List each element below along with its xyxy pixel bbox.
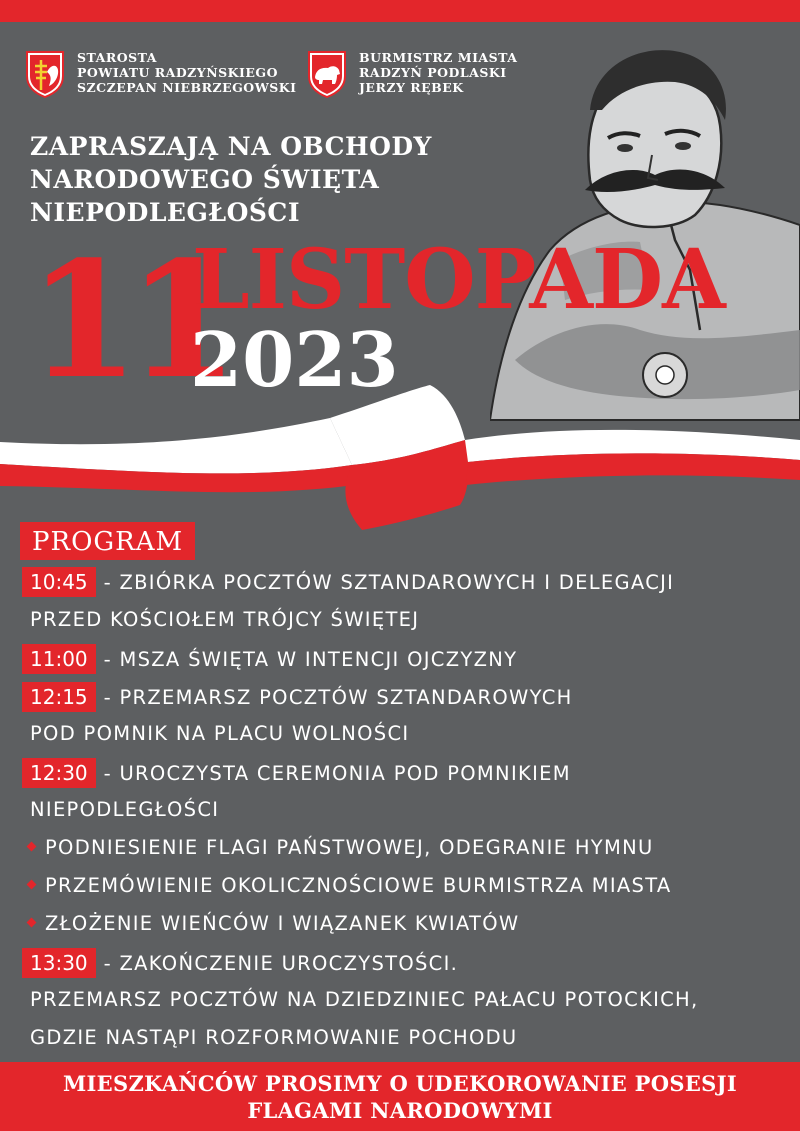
program-bullet-3 (20, 912, 520, 935)
org1-line3: SZCZEPAN NIEBRZEGOWSKI (77, 80, 297, 95)
program-item-4 (22, 758, 571, 788)
headline (30, 130, 432, 229)
program-item-1-cont: PRZED KOŚCIOŁEM TRÓJCY ŚWIĘTEJ (30, 608, 420, 631)
polish-flag-ribbon (0, 380, 800, 540)
program-text: - UROCZYSTA CEREMONIA POD POMNIKIEM (103, 762, 571, 785)
program-item-5-cont2: GDZIE NASTĄPI ROZFORMOWANIE POCHODU (30, 1026, 518, 1049)
program-time: 10:45 (22, 567, 96, 597)
program-item-4-cont: NIEPODLEGŁOŚCI (30, 798, 220, 821)
program-label: PROGRAM (20, 522, 195, 560)
top-red-bar (0, 0, 800, 22)
headline-line1: ZAPRASZAJĄ NA OBCHODY (30, 132, 432, 161)
date-year: 2023 (190, 316, 399, 404)
bullet-text: PRZEMÓWIENIE OKOLICZNOŚCIOWE BURMISTRZA MIASTA (45, 874, 672, 897)
program-item-2 (22, 644, 517, 674)
starosta-logo-block (25, 50, 296, 98)
bullet-text: PODNIESIENIE FLAGI PAŃSTWOWEJ, ODEGRANIE HYMNU (45, 836, 654, 859)
program-time: 12:15 (22, 682, 96, 712)
org2-line1: BURMISTRZ MIASTA (359, 50, 518, 65)
bullet-icon (27, 842, 37, 852)
bullet-icon (27, 880, 37, 890)
program-time: 12:30 (22, 758, 96, 788)
footer-line1: MIESZKAŃCÓW PROSIMY O UDEKOROWANIE POSESJI (63, 1071, 737, 1096)
program-bullet-1 (20, 836, 654, 859)
headline-line2: NARODOWEGO ŚWIĘTA (30, 165, 380, 194)
org2-line2: RADZYŃ PODLASKI (359, 65, 507, 80)
bullet-icon (27, 918, 37, 928)
program-time: 11:00 (22, 644, 96, 674)
program-item-3 (22, 682, 573, 712)
starosta-org-text (77, 50, 296, 95)
program-text: - PRZEMARSZ POCZTÓW SZTANDAROWYCH (103, 686, 573, 709)
org1-line1: STAROSTA (77, 50, 157, 65)
radzyn-coat-of-arms-icon (307, 50, 347, 98)
burmistrz-logo-block (307, 50, 517, 98)
program-item-3-cont: POD POMNIK NA PLACU WOLNOŚCI (30, 722, 410, 745)
date-month: LISTOPADA (192, 232, 725, 328)
org2-line3: JERZY RĘBEK (359, 80, 464, 95)
footer-banner (0, 1062, 800, 1131)
program-text: - MSZA ŚWIĘTA W INTENCJI OJCZYZNY (103, 648, 518, 671)
program-item-5-cont: PRZEMARSZ POCZTÓW NA DZIEDZINIEC PAŁACU POTOCKICH, (30, 988, 699, 1011)
bullet-text: ZŁOŻENIE WIEŃCÓW I WIĄZANEK KWIATÓW (45, 912, 520, 935)
org1-line2: POWIATU RADZYŃSKIEGO (77, 65, 278, 80)
date-day: 11 (28, 226, 227, 414)
program-bullet-2 (20, 874, 672, 897)
powiat-coat-of-arms-icon (25, 50, 65, 98)
program-item-1 (22, 567, 674, 597)
program-time: 13:30 (22, 948, 96, 978)
footer-line2: FLAGAMI NARODOWYMI (247, 1098, 553, 1123)
program-item-5 (22, 948, 458, 978)
program-text: - ZBIÓRKA POCZTÓW SZTANDAROWYCH I DELEGACJI (103, 571, 675, 594)
program-text: - ZAKOŃCZENIE UROCZYSTOŚCI. (103, 952, 459, 975)
headline-line3: NIEPODLEGŁOŚCI (30, 198, 301, 227)
